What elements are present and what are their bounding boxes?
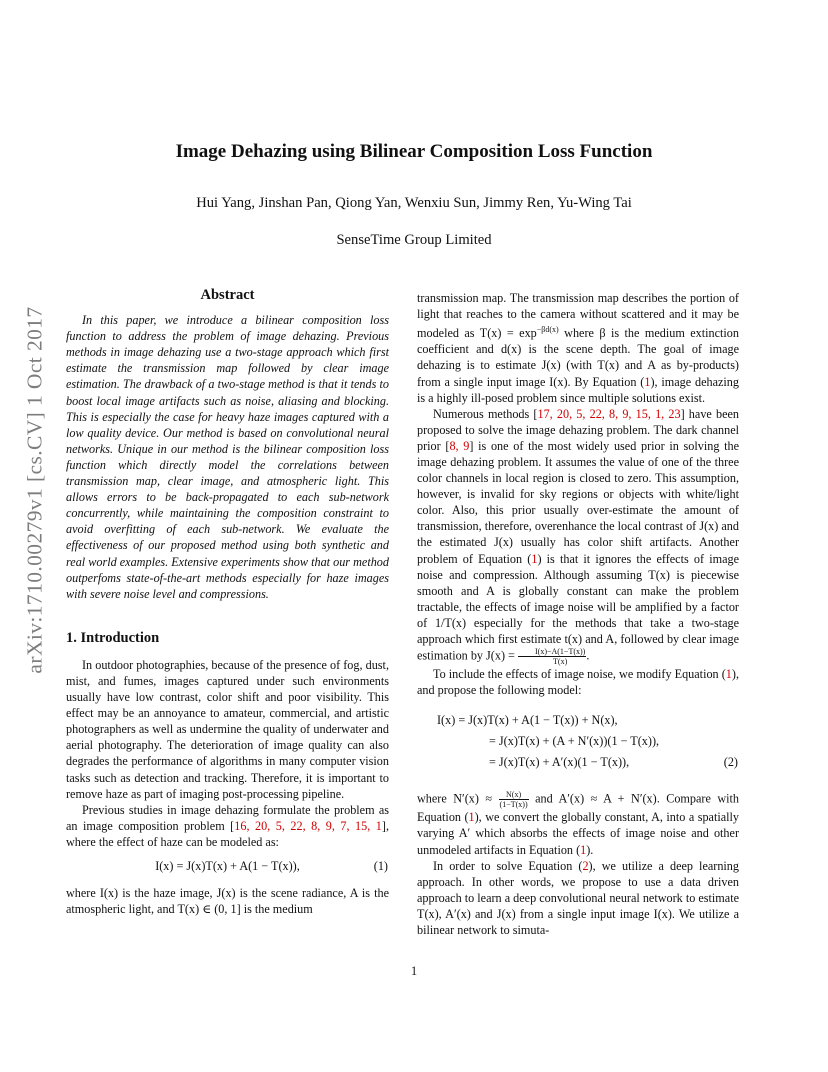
right-paragraph-4: where N′(x) ≈ $\frac{N(x)}{(1-T(x))}$ and A′(x) ≈ A + N′(x). Compare with Equation (1), we convert the globally constant, A, into a spatially varying A′ which absorbs the effects of image noise and other unmodeled artifacts in Equation (1). xyxy=(417,790,740,857)
paper-title: Image Dehazing using Bilinear Composition Loss Function xyxy=(175,141,653,162)
citation-link[interactable]: 16, 20, 5, 22, 8, 9, 7, 15, 1 xyxy=(234,818,382,833)
right-paragraph-1: transmission map. The transmission map describes the portion of light that reaches to the camera without scattered and it may be modeled as $T(x) = \exp^{-\beta d(x)}$ where β is the medium extinction coefficient and d(x) is the scene depth. The goal of image dehazing is to estimate J(x) (with T(x) and A as by-products) from a single input image I(x). By Equation (1), image dehazing is a highly ill-posed problem since multiple solutions exist. xyxy=(417,291,739,405)
author-list: Hui Yang, Jinshan Pan, Qiong Yan, Wenxiu Sun, Jimmy Ren, Yu-Wing Tai xyxy=(196,195,632,211)
equation-1-number: (1) xyxy=(373,859,388,873)
intro-paragraph-2: Previous studies in image dehazing formulate the problem as an image composition problem [16, 20, 5, 22, 8, 9, 7, 15, 1], where the effect of haze can be modeled as: xyxy=(66,802,390,849)
abstract-heading: Abstract xyxy=(200,287,255,303)
equation-2 xyxy=(417,712,739,782)
right-column xyxy=(417,290,739,938)
inline-fraction: $\frac{N(x)}{(1-T(x))}$ xyxy=(499,790,528,810)
citation-link[interactable]: 17, 20, 5, 22, 8, 9, 15, 1, 23 xyxy=(537,406,681,421)
equation-2-number: (2) xyxy=(723,755,738,770)
intro-heading: 1. Introduction xyxy=(66,629,160,646)
equation-2-line-2: = J(x)T(x) + (A + N′(x))(1 − T(x)), xyxy=(489,734,660,749)
right-paragraph-2: Numerous methods [17, 20, 5, 22, 8, 9, 15, 1, 23] have been proposed to solve the image dehazing problem. The dark channel prior [8, 9] is one of the most widely used prior in solving the image dehazing problem. It assumes the value of one of the three color channels in local region is closed to zero. This assumption, however, is invalid for sky regions or objects with white/light color. Also, this prior usually over-estimate the amount of transmission, therefore, overenhance the local contrast of J(x) and the estimated J(x) usually has color shift artifacts. Another problem of Equation (1) is that it ignores the effects of image noise and compression. Although assuming T(x) is piecewise smooth and A is globally constant can make the problem tractable, the effects of image noise will be amplified by a factor of 1/T(x) especially for the methods that take a two-stage approach which first estimate t(x) and A, followed by clear image estimation by J(x) = $\frac{I(x)-A(1-T(x))}{T(x)}$ . xyxy=(417,406,740,667)
equation-2-line-3: = J(x)T(x) + A′(x)(1 − T(x)), xyxy=(489,755,630,770)
equation-ref[interactable]: 2 xyxy=(582,858,589,873)
affiliation: SenseTime Group Limited xyxy=(336,232,492,248)
arxiv-stamp-text: arXiv:1710.00279v1 [cs.CV] 1 Oct 2017 xyxy=(22,306,47,674)
equation-ref[interactable]: 1 xyxy=(468,810,475,825)
equation-2-line-1: I(x) = J(x)T(x) + A(1 − T(x)) + N(x), xyxy=(437,713,618,728)
right-paragraph-3: To include the effects of image noise, we modify Equation (1), and propose the following model: xyxy=(417,667,739,698)
equation-ref[interactable]: 1 xyxy=(580,842,587,857)
left-column xyxy=(66,287,389,917)
page-number: 1 xyxy=(410,964,418,978)
intro-paragraph-1: In outdoor photographies, because of the presence of fog, dust, mist, and fumes, images captured under such environments usually have low contrast, color shift and poor visibility. This effect may be an annoyance to amateur, commercial, and artistic photographers as well as undermine the quality of underwater and aerial photography. The deterioration of image quality can also degrades the performance of algorithms in many computer vision tasks such as detection and tracking. Therefore, it is important to remove haze as part of imaging post-processing pipeline. xyxy=(66,657,389,801)
intro-paragraph-3: where I(x) is the haze image, J(x) is the scene radiance, A is the atmospheric light, and T(x) ∈ (0, 1] is the medium xyxy=(66,886,389,917)
equation-1-body: I(x) = J(x)T(x) + A(1 − T(x)), xyxy=(155,859,300,873)
equation-ref[interactable]: 1 xyxy=(725,667,732,682)
equation-ref[interactable]: 1 xyxy=(644,374,651,389)
abstract-text: In this paper, we introduce a bilinear composition loss function to address the problem of image dehazing. Previous methods in image dehazing use a two-stage approach which first estimate the transmission map followed by clear image estimation. The drawback of a two-stage method is that it tends to boost local image artifacts such as noise, aliasing and blocking. This is especially the case for heavy haze images captured with a low quality device. Our method is based on convolutional neural networks. Unique in our method is the bilinear composition loss function which directly model the correlations between transmission map, clear image, and atmospheric light. This allows errors to be back-propagated to each sub-network concurrently, while maintaining the composition constraint to avoid overfitting of each sub-network. We evaluate the effectiveness of our proposed method using both synthetic and real world examples. Extensive experiments show that our method outperfoms state-of-the-art methods especially for haze images with severe noise level and compressions. xyxy=(66,313,389,601)
citation-link[interactable]: 8, 9 xyxy=(449,438,470,453)
inline-fraction: $\frac{I(x)-A(1-T(x))}{T(x)}$ xyxy=(518,647,586,666)
arxiv-stamp xyxy=(6,280,64,700)
equation-1 xyxy=(66,850,389,881)
right-paragraph-5: In order to solve Equation (2), we utilize a deep learning approach. In other words, we propose to use a data driven approach to learn a deep convolutional neural network to estimate T(x), A′(x) and J(x) from a single input image I(x). We utilize a bilinear network to simuta- xyxy=(417,858,739,937)
equation-ref[interactable]: 1 xyxy=(531,551,538,566)
